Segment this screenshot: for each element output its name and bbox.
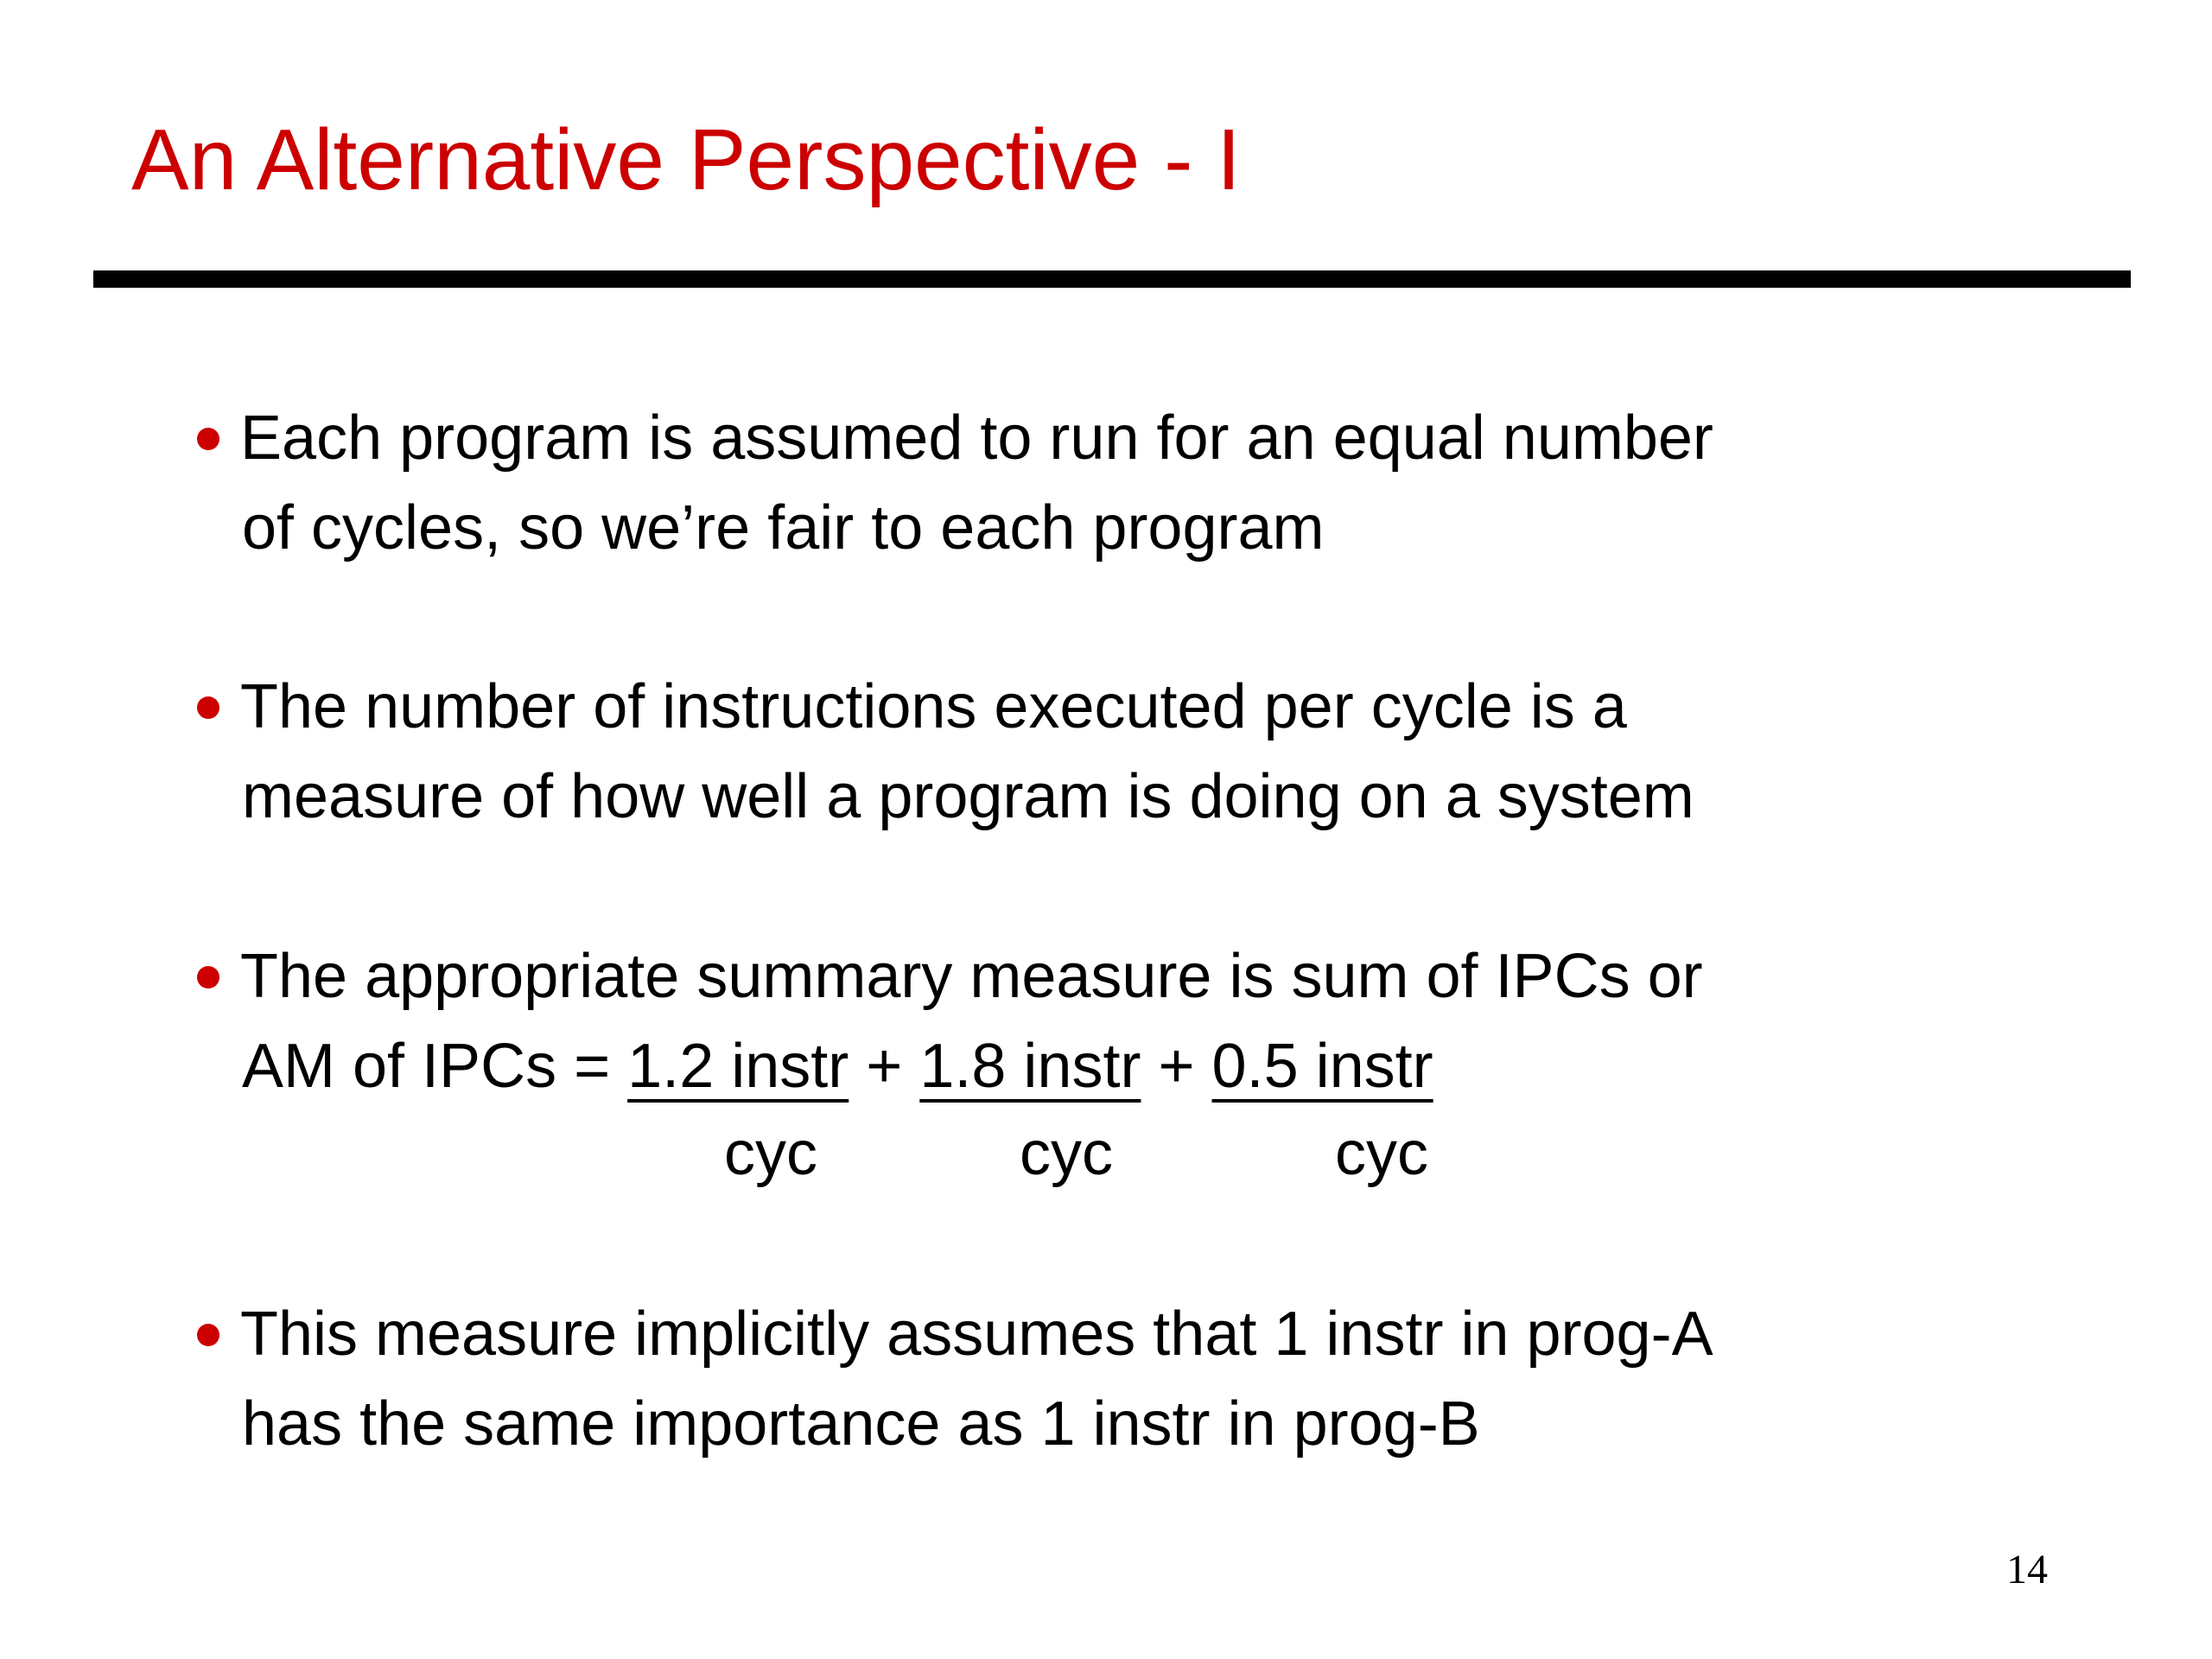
bullet-text-line: This measure implicitly assumes that 1 instr in prog-A: [240, 1300, 1713, 1369]
bullet-dot-icon: [197, 1324, 219, 1346]
bullet-text-line: The appropriate summary measure is sum of IPCs or: [240, 942, 1703, 1011]
page-number: 14: [2006, 1547, 2048, 1592]
bullet-text-line: has the same importance as 1 instr in prog-B: [242, 1389, 1480, 1459]
formula-prefix: AM of IPCs =: [242, 1032, 628, 1101]
bullet-item: [192, 662, 2006, 842]
bullet-item: [192, 393, 2006, 573]
bullet-item: [192, 931, 2006, 1111]
formula-numerator: 1.8 instr: [919, 1032, 1141, 1101]
title-divider: [93, 270, 2131, 288]
formula-numerator: 0.5 instr: [1211, 1032, 1433, 1101]
formula-plus: +: [1141, 1032, 1212, 1101]
bullet-dot-icon: [197, 966, 219, 988]
bullet-dot-icon: [197, 428, 219, 450]
bullet-text-line: Each program is assumed to run for an equal number: [240, 404, 1713, 473]
bullet-text-line: of cycles, so we’re fair to each program: [242, 493, 1325, 563]
formula-denominator: cyc: [1335, 1119, 1428, 1188]
bullet-item: [192, 1289, 2006, 1469]
formula-plus: +: [849, 1032, 920, 1101]
formula-denominator: cyc: [1020, 1119, 1113, 1188]
formula-numerator: 1.2 instr: [627, 1032, 849, 1101]
bullet-dot-icon: [197, 696, 219, 719]
formula-denominators: [0, 1109, 2212, 1204]
slide-title: An Alternative Perspective - I: [131, 111, 1241, 208]
formula-denominator: cyc: [724, 1119, 817, 1188]
bullet-text-line: The number of instructions executed per cycle is a: [240, 672, 1627, 741]
bullet-text-line: measure of how well a program is doing on a system: [242, 762, 1694, 831]
formula-line: [192, 1021, 2006, 1111]
